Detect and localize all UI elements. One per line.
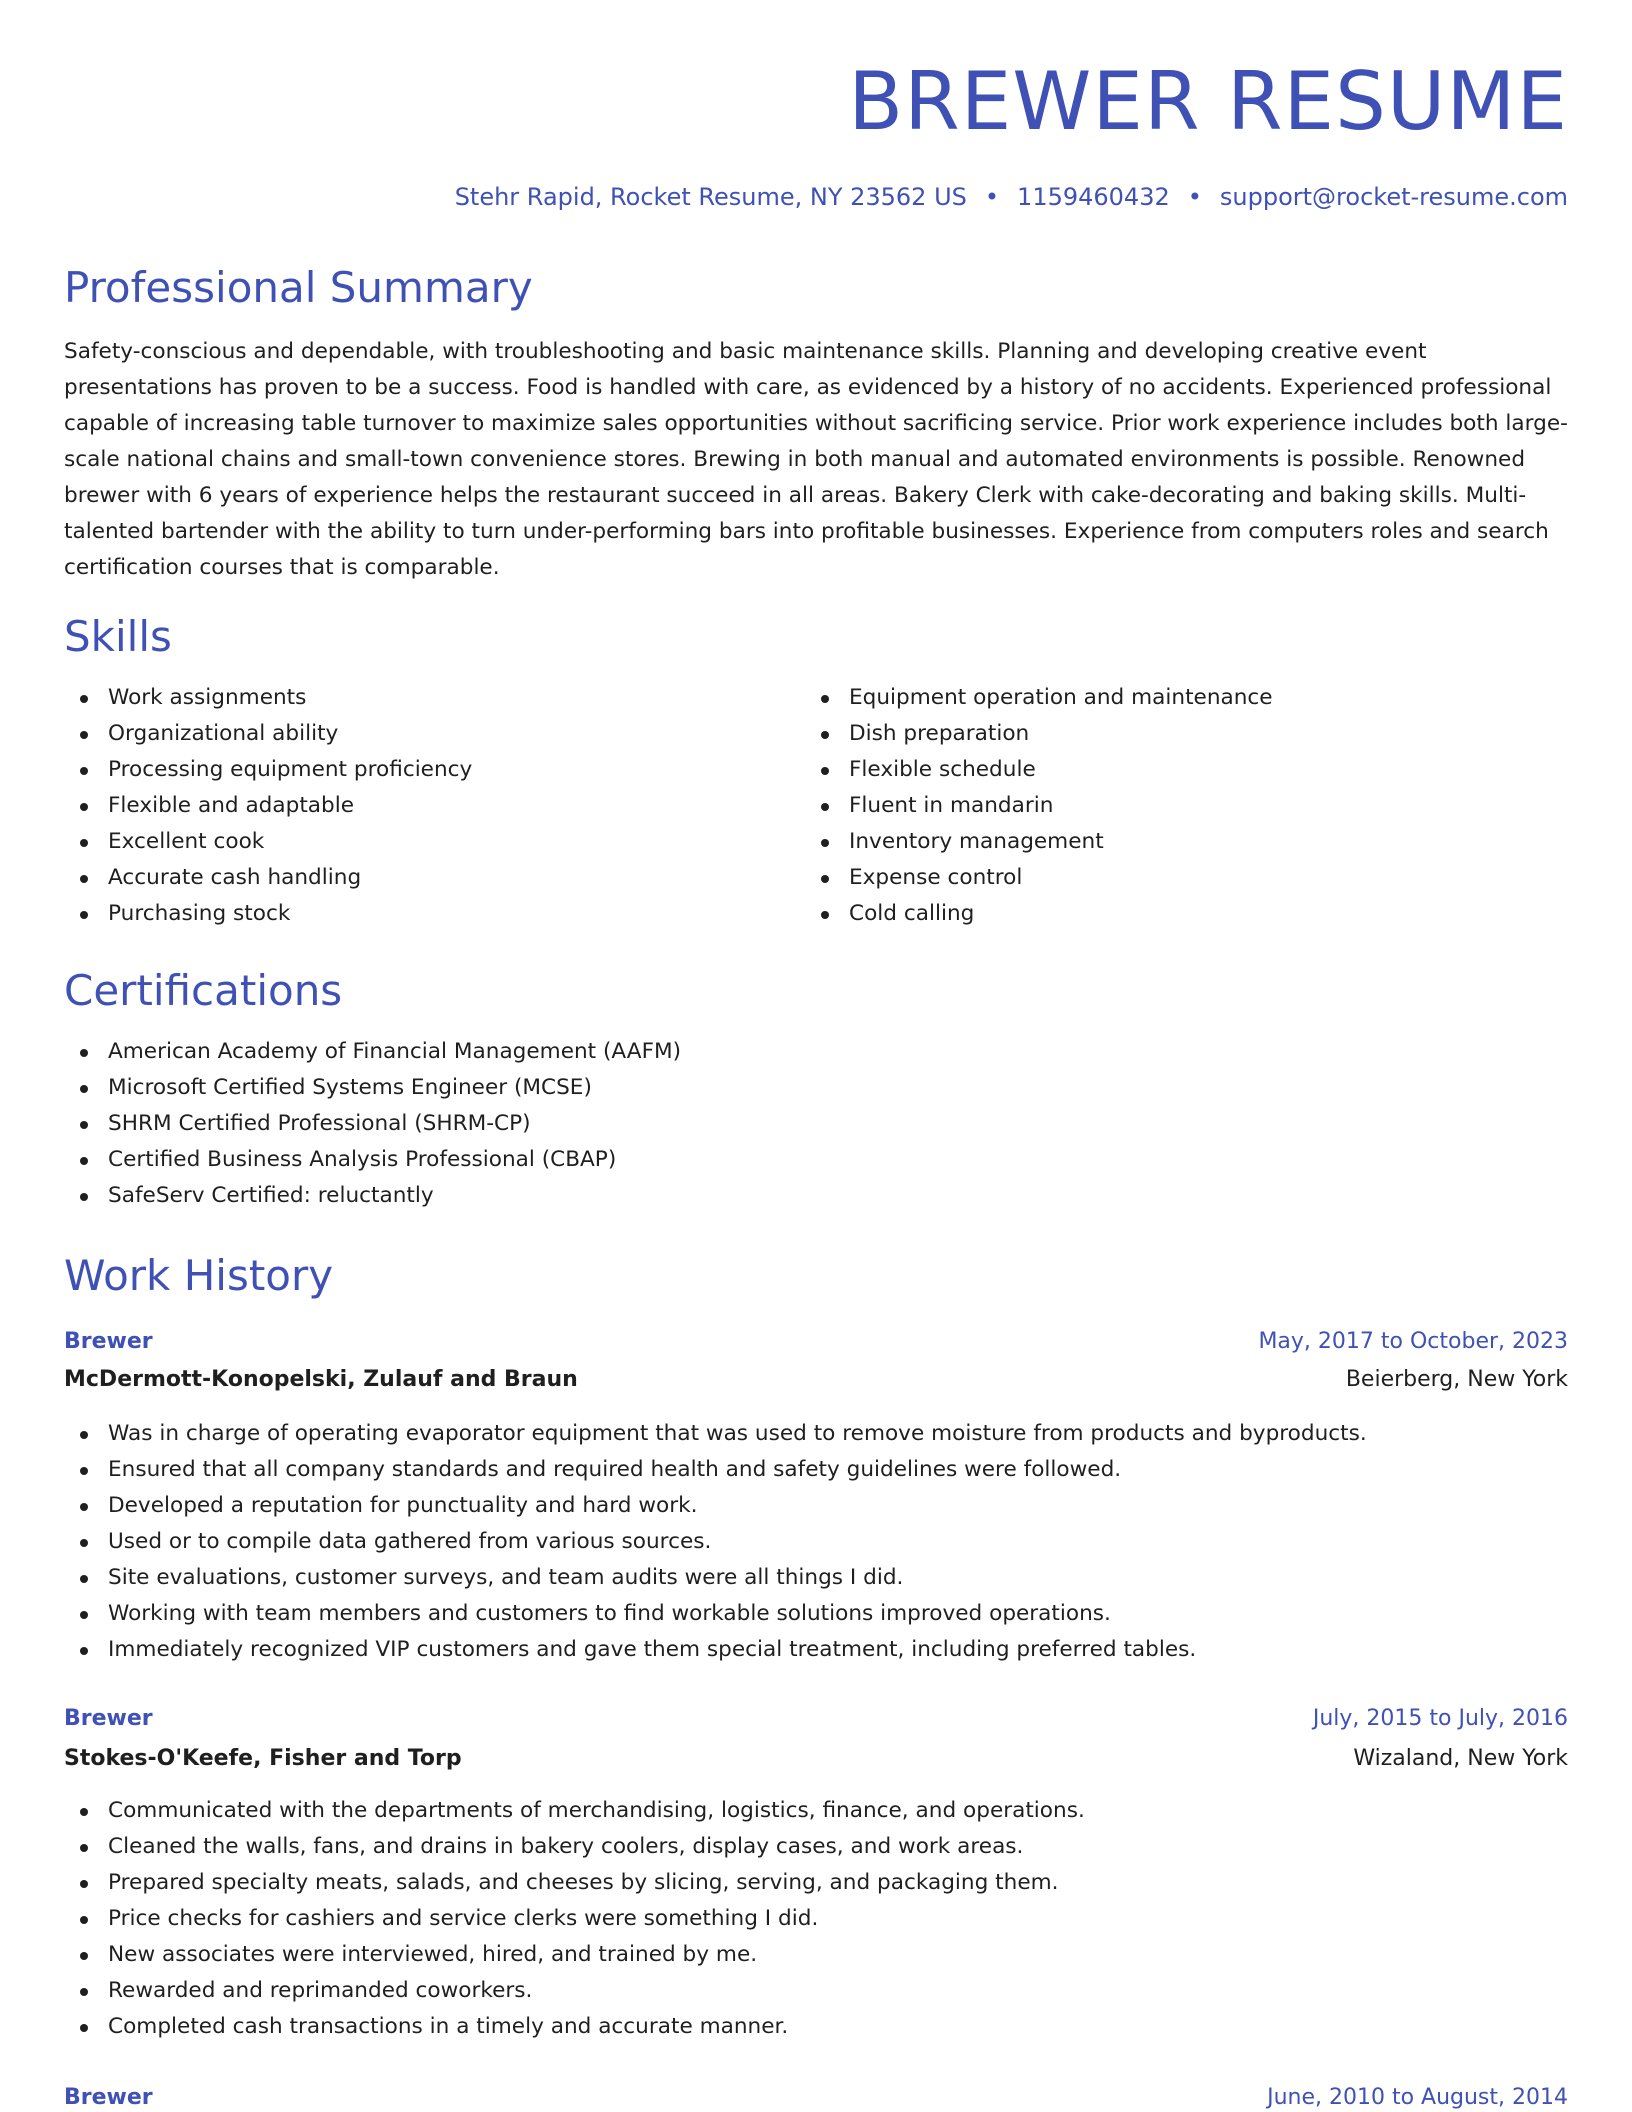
summary-heading: Professional Summary xyxy=(64,263,533,312)
job-subheader xyxy=(64,1361,1568,1397)
job-bullet: Used or to compile data gathered from various sources. xyxy=(64,1524,1367,1560)
skill-item: Excellent cook xyxy=(64,824,472,860)
skill-item: Processing equipment proficiency xyxy=(64,752,472,788)
contact-separator: • xyxy=(1187,183,1202,211)
job-bullet: Rewarded and reprimanded coworkers. xyxy=(64,1973,1085,2009)
job-header xyxy=(64,1700,1568,1736)
job-bullet: Price checks for cashiers and service clerks were something I did. xyxy=(64,1901,1085,1937)
contact-separator: • xyxy=(984,183,1000,211)
job-bullet: Site evaluations, customer surveys, and team audits were all things I did. xyxy=(64,1560,1367,1596)
summary-text: Safety-conscious and dependable, with troubleshooting and basic maintenance skills. Planning and developing creative event presentations has proven to be a success. Food is handled with care, as evidenced by a history of no accidents. Experienced professional capable of increasing table turnover to maximize sales opportunities without sacrificing service. Prior work experience includes both large-scale national chains and small-town convenience stores. Brewing in both manual and automated environments is possible. Renowned brewer with 6 years of experience helps the restaurant succeed in all areas. Bakery Clerk with cake-decorating and baking skills. Multi-talented bartender with the ability to turn under-performing bars into profitable businesses. Experience from computers roles and search certification courses that is comparable. xyxy=(64,339,1568,580)
skills-heading: Skills xyxy=(64,612,172,661)
job-title: Brewer xyxy=(64,1328,153,1354)
job-bullets xyxy=(64,1416,1367,1668)
job-title: Brewer xyxy=(64,2084,153,2110)
skills-list-left xyxy=(64,680,472,932)
job-title: Brewer xyxy=(64,1705,153,1731)
job-bullet: Developed a reputation for punctuality and hard work. xyxy=(64,1488,1367,1524)
job-bullets xyxy=(64,1793,1085,2045)
contact-address: Stehr Rapid, Rocket Resume, NY 23562 US xyxy=(454,183,967,211)
skill-item: Flexible schedule xyxy=(805,752,1273,788)
skill-item: Purchasing stock xyxy=(64,896,472,932)
skill-item: Organizational ability xyxy=(64,716,472,752)
job-company: Stokes-O'Keefe, Fisher and Torp xyxy=(64,1745,462,1771)
skill-item: Fluent in mandarin xyxy=(805,788,1273,824)
job-subheader xyxy=(64,1740,1568,1776)
skill-item: Flexible and adaptable xyxy=(64,788,472,824)
skill-item: Expense control xyxy=(805,860,1273,896)
job-bullet: New associates were interviewed, hired, and trained by me. xyxy=(64,1937,1085,1973)
work-history-heading: Work History xyxy=(64,1251,334,1300)
contact-line xyxy=(455,180,1568,214)
certifications-list xyxy=(64,1034,681,1214)
job-company: McDermott-Konopelski, Zulauf and Braun xyxy=(64,1366,578,1392)
job-bullet: Communicated with the departments of merchandising, logistics, finance, and operations. xyxy=(64,1793,1085,1829)
job-location: Beierberg, New York xyxy=(1345,1366,1568,1392)
job-dates: June, 2010 to August, 2014 xyxy=(1267,2084,1568,2110)
certifications-heading: Certifications xyxy=(64,966,343,1015)
job-dates: May, 2017 to October, 2023 xyxy=(1258,1328,1568,1354)
job-bullet: Ensured that all company standards and required health and safety guidelines were followed. xyxy=(64,1452,1367,1488)
resume-name: BREWER RESUME xyxy=(848,55,1568,148)
skill-item: Equipment operation and maintenance xyxy=(805,680,1273,716)
certification-item: Certified Business Analysis Professional (CBAP) xyxy=(64,1142,681,1178)
job-location: Wizaland, New York xyxy=(1353,1745,1568,1771)
certification-item: SHRM Certified Professional (SHRM-CP) xyxy=(64,1106,681,1142)
job-dates: July, 2015 to July, 2016 xyxy=(1312,1705,1568,1731)
skill-item: Dish preparation xyxy=(805,716,1273,752)
job-bullet: Completed cash transactions in a timely and accurate manner. xyxy=(64,2009,1085,2045)
contact-email: support@rocket-resume.com xyxy=(1219,183,1568,211)
job-bullet: Immediately recognized VIP customers and gave them special treatment, including preferred tables. xyxy=(64,1632,1367,1668)
certification-item: American Academy of Financial Management (AAFM) xyxy=(64,1034,681,1070)
skill-item: Cold calling xyxy=(805,896,1273,932)
skills-list-right xyxy=(805,680,1273,932)
skill-item: Work assignments xyxy=(64,680,472,716)
job-header xyxy=(64,2079,1568,2112)
job-bullet: Was in charge of operating evaporator equipment that was used to remove moisture from products and byproducts. xyxy=(64,1416,1367,1452)
skill-item: Accurate cash handling xyxy=(64,860,472,896)
job-bullet: Working with team members and customers to find workable solutions improved operations. xyxy=(64,1596,1367,1632)
certification-item: SafeServ Certified: reluctantly xyxy=(64,1178,681,1214)
certification-item: Microsoft Certified Systems Engineer (MCSE) xyxy=(64,1070,681,1106)
job-header xyxy=(64,1323,1568,1359)
skill-item: Inventory management xyxy=(805,824,1273,860)
job-bullet: Cleaned the walls, fans, and drains in bakery coolers, display cases, and work areas. xyxy=(64,1829,1085,1865)
contact-phone: 1159460432 xyxy=(1017,183,1170,211)
job-bullet: Prepared specialty meats, salads, and cheeses by slicing, serving, and packaging them. xyxy=(64,1865,1085,1901)
